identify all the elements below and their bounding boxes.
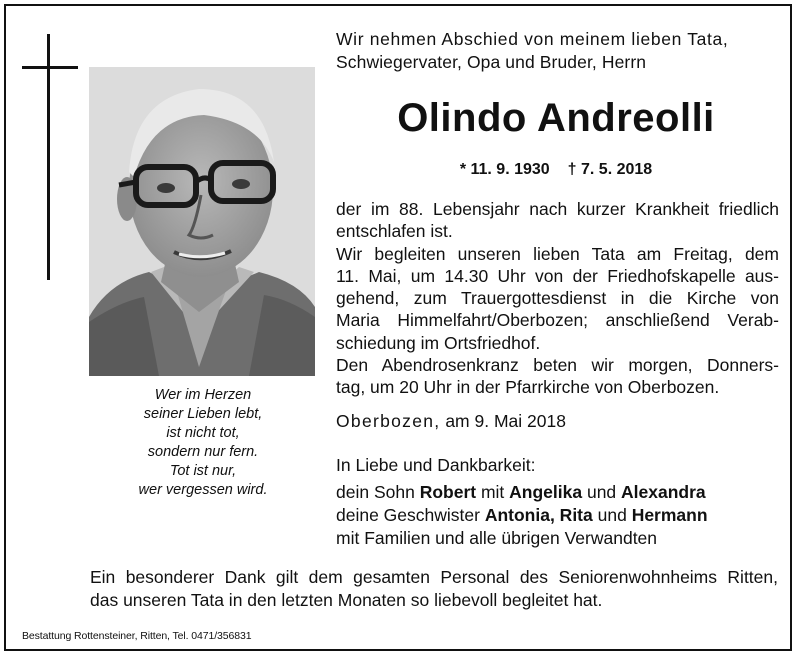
quote-line: wer vergessen wird. — [138, 482, 268, 498]
body-line: 11. Mai, um 14.30 Uhr von der Friedhofskapelle aus- — [336, 265, 779, 286]
family-heading: In Liebe und Dankbarkeit: — [336, 455, 536, 475]
place-date — [336, 410, 566, 432]
death-date: † 7. 5. 2018 — [567, 161, 653, 178]
family-text: mit — [476, 482, 510, 502]
body-line: schiedung im Ortsfriedhof. — [336, 332, 541, 353]
portrait-illustration — [89, 67, 315, 376]
body-line: entschlafen ist. — [336, 221, 453, 242]
body-line: der im 88. Lebensjahr nach kurzer Krankheit friedlich — [336, 199, 779, 219]
announcement-body — [336, 198, 779, 399]
quote-line: Tot ist nur, — [169, 463, 237, 479]
thanks-line: Ein besonderer Dank gilt dem gesamten Personal des Seniorenwohnheims Ritten, — [90, 567, 778, 587]
body-line: tag, um 20 Uhr in der Pfarrkirche von Oberbozen. — [336, 377, 720, 398]
family-name: Angelika — [509, 482, 583, 502]
quote-line: ist nicht tot, — [166, 425, 240, 441]
funeral-home-footer: Bestattung Rottensteiner, Ritten, Tel. 0471/356831 — [22, 630, 252, 642]
quote-line: Wer im Herzen — [154, 387, 252, 403]
family-line-siblings — [336, 504, 776, 527]
family-text: und — [582, 482, 622, 502]
place-city: Oberbozen, — [336, 411, 441, 431]
body-line: Wir begleiten unseren lieben Tata am Freitag, dem — [336, 243, 779, 264]
quote-line: seiner Lieben lebt, — [143, 406, 263, 422]
life-dates — [336, 160, 776, 180]
family-text: dein Sohn — [336, 482, 420, 502]
family-mourners — [336, 454, 776, 550]
cross-horizontal-bar — [22, 66, 78, 69]
intro-line: Wir nehmen Abschied von meinem lieben Tata, — [336, 29, 729, 49]
thanks-line: das unseren Tata in den letzten Monaten so liebevoll begleitet hat. — [90, 589, 603, 610]
family-name: Robert — [419, 482, 477, 502]
family-name: Alexandra — [621, 482, 706, 502]
memorial-quote — [90, 386, 316, 500]
cross-vertical-bar — [47, 34, 50, 280]
quote-line: sondern nur fern. — [147, 444, 259, 460]
notice-date: am 9. Mai 2018 — [445, 411, 566, 431]
family-name: Hermann — [631, 505, 708, 525]
intro-line: Schwiegervater, Opa und Bruder, Herrn — [336, 52, 647, 72]
family-name: Antonia, Rita — [484, 505, 593, 525]
birth-date: * 11. 9. 1930 — [459, 161, 550, 178]
body-line: Den Abendrosenkranz beten wir morgen, Donners- — [336, 355, 779, 376]
thanks-note — [90, 566, 778, 611]
family-text: deine Geschwister — [336, 505, 485, 525]
family-line-relatives: mit Familien und alle übrigen Verwandten — [336, 528, 658, 548]
body-line: Maria Himmelfahrt/Oberbozen; anschließend Verab- — [336, 310, 779, 331]
intro-text — [336, 28, 776, 74]
deceased-name: Olindo Andreolli — [397, 96, 715, 140]
body-line: gehend, zum Trauergottesdienst in die Kirche von — [336, 288, 779, 309]
family-text: und — [592, 505, 632, 525]
portrait-photo — [89, 67, 315, 376]
family-line-son — [336, 481, 776, 504]
